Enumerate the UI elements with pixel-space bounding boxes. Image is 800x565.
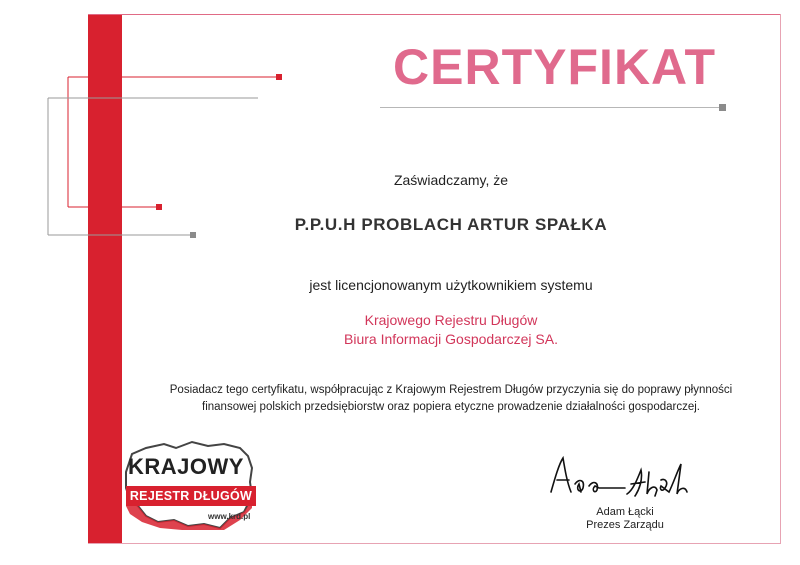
company-name: P.P.U.H PROBLACH ARTUR SPAŁKA [294,215,608,234]
certificate-lead-text: Zaświadczamy, że [393,172,509,188]
signatory-block [540,506,710,532]
signatory-name: Adam Łącki [596,506,654,518]
licensed-user-text: jest licencjonowanym użytkownikiem systemu [309,277,593,293]
krd-logo [112,438,272,533]
organization-name-line2: Biura Informacji Gospodarczej SA. [344,331,558,347]
certificate-paragraph [122,382,780,416]
organization-name-line1: Krajowego Rejestru Długów [364,312,538,328]
certificate-title: CERTYFIKAT [393,39,716,95]
decorative-line-red-upper [68,74,282,210]
logo-red-band: REJESTR DŁUGÓW [126,486,256,506]
handwritten-signature [545,450,695,502]
logo-website: www.krd.pl [208,512,251,521]
paragraph-line-1: Posiadacz tego certyfikatu, współpracując z Krajowym Rejestrem Długów przyczynia się do poprawy płynności [169,384,733,396]
title-underline [380,107,723,108]
logo-wordmark: KRAJOWY [128,454,244,479]
signatory-position: Prezes Zarządu [586,519,664,531]
paragraph-line-2: finansowej polskich przedsiębiorstw oraz popiera etyczne prowadzenie działalności gospodarczej. [202,401,700,413]
title-underline-square [719,104,726,111]
